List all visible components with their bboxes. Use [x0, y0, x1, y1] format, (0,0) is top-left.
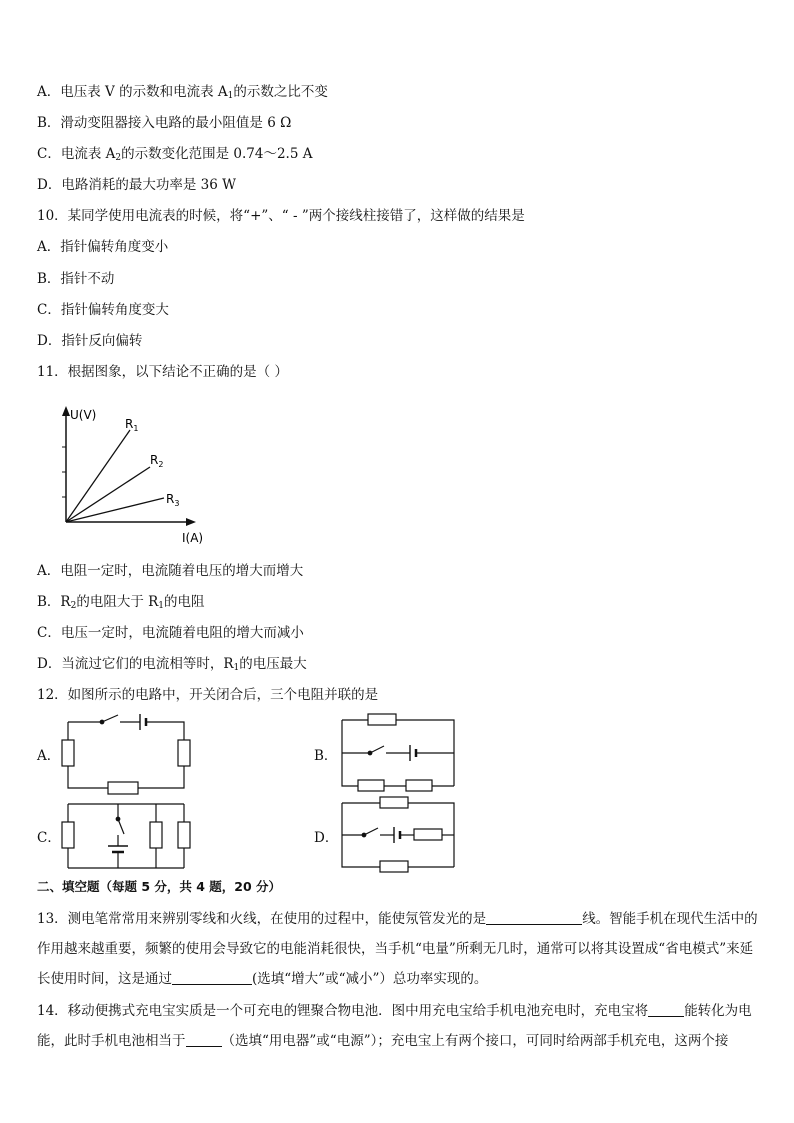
- q9-option-a: A．电压表 V 的示数和电流表 $A_1$的示数之比不变: [37, 84, 328, 101]
- q14-blank-2[interactable]: [186, 1032, 222, 1047]
- q14: 14．移动便携式充电宝实质是一个可充电的锂聚合物电池．图中用充电宝给手机电池充电时，充电宝将 能转化为电能，此时手机电池相当于 （选填“用电器”或“电源”）；充电宝上有两个接口，可同时给两部手机充电，这两个接: [37, 1003, 752, 1049]
- line-r2: [66, 467, 150, 522]
- q12-label-c: C．: [37, 830, 61, 846]
- q13-blank-2[interactable]: [172, 970, 252, 985]
- q9-option-d: D．电路消耗的最大功率是 36 W: [37, 177, 236, 193]
- circuit-a: [60, 712, 196, 798]
- section-title: 二、填空题（每题 5 分，共 4 题，20 分）: [37, 879, 282, 894]
- q12-label-b: B．: [314, 748, 338, 764]
- x-axis-arrow: [186, 518, 196, 526]
- q9-option-c: C．电流表 $A_2$的示数变化范围是 0.74～2.5 A: [37, 146, 313, 163]
- y-axis-label: U(V): [70, 408, 97, 422]
- circuit-d: [338, 795, 460, 875]
- q13-blank-1[interactable]: [486, 910, 582, 925]
- q10-option-c: C．指针偏转角度变大: [37, 302, 169, 318]
- x-axis-label: I(A): [182, 531, 204, 545]
- q11-option-c: C．电压一定时，电流随着电阻的增大而减小: [37, 625, 304, 641]
- circuit-b: [338, 712, 460, 794]
- q13: 13．测电笔常常用来辨别零线和火线，在使用的过程中，能使氖管发光的是 线。智能手机在现代生活中的作用越来越重要，频繁的使用会导致它的电能消耗很快，当手机“电量”所剩无几时，通常可以将其设置成“省电模式”来延长使用时间，这是通过 (选填“增大”或“减小”）总功率实现的。: [37, 911, 758, 987]
- q12-label-d: D．: [314, 830, 339, 846]
- label-r2: $R_2$: [150, 453, 164, 469]
- q12-label-a: A．: [37, 748, 61, 764]
- q10-stem: 10．某同学使用电流表的时候，将“+”、“ - ”两个接线柱接错了，这样做的结果是: [37, 208, 525, 224]
- q11-option-a: A．电阻一定时，电流随着电压的增大而增大: [37, 563, 304, 579]
- circuit-c: [60, 800, 196, 872]
- q11-option-d: D．当流过它们的电流相等时，$R_1$的电压最大: [37, 656, 307, 673]
- q10-option-a: A．指针偏转角度变小: [37, 239, 169, 255]
- label-r3: $R_3$: [166, 492, 180, 508]
- q12-stem: 12．如图所示的电路中，开关闭合后，三个电阻并联的是: [37, 687, 379, 703]
- q11-stem: 11．根据图象，以下结论不正确的是（ ）: [37, 364, 288, 380]
- label-r1: $R_1$: [125, 417, 139, 433]
- y-axis-arrow: [62, 406, 70, 416]
- q11-option-b: B．$R_2$的电阻大于 $R_1$的电阻: [37, 594, 205, 611]
- q10-option-b: B．指针不动: [37, 271, 115, 287]
- ui-graph: [40, 402, 220, 550]
- q10-option-d: D．指针反向偏转: [37, 333, 143, 349]
- q9-option-b: B．滑动变阻器接入电路的最小阻值是 6 Ω: [37, 115, 292, 131]
- q14-blank-1[interactable]: [648, 1002, 684, 1017]
